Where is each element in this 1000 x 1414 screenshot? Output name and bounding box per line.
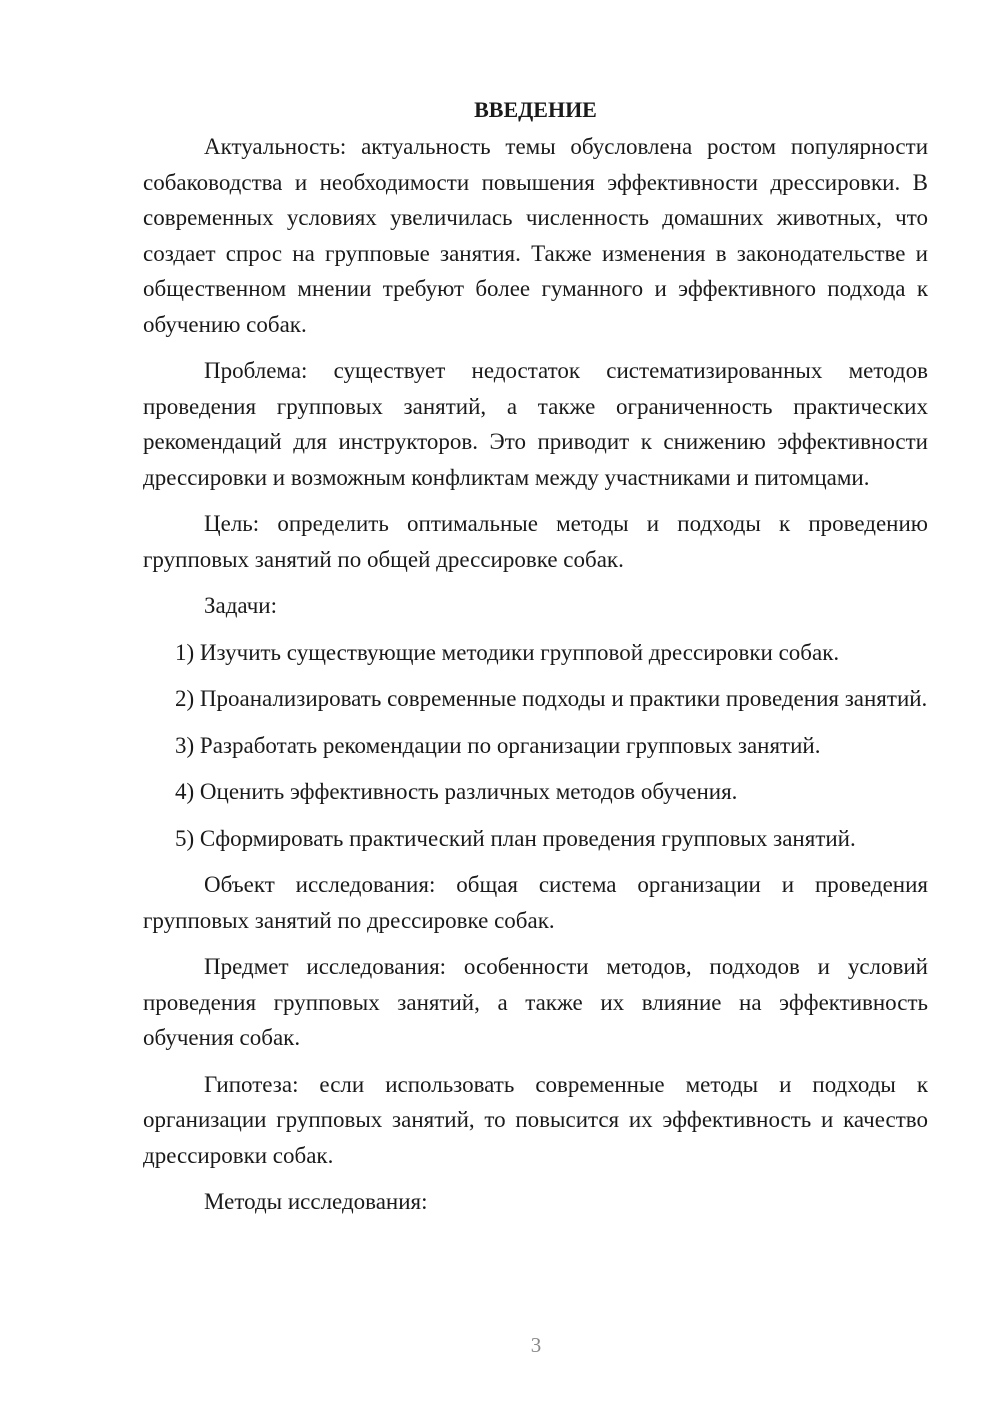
paragraph-methods-heading: Методы исследования:: [204, 1189, 428, 1214]
task-item-3: 3) Разработать рекомендации по организации групповых занятий.: [175, 732, 821, 758]
page-number: 3: [530, 1333, 542, 1357]
paragraph-goal: Цель: определить оптимальные методы и подходы к проведению групповых занятий по общей дрессировке собак.: [143, 511, 928, 572]
paragraph-tasks-heading: Задачи:: [204, 593, 277, 618]
paragraph-object: Объект исследования: общая система организации и проведения групповых занятий по дрессировке собак.: [143, 872, 928, 933]
task-item-5: 5) Сформировать практический план проведения групповых занятий.: [175, 825, 856, 851]
task-item-1: 1) Изучить существующие методики групповой дрессировки собак.: [175, 639, 840, 665]
paragraph-hypothesis: Гипотеза: если использовать современные методы и подходы к организации групповых занятий, то повысится их эффективность и качество дрессировки собак.: [143, 1071, 928, 1168]
task-item-4: 4) Оценить эффективность различных методов обучения.: [175, 779, 738, 804]
paragraph-problem: Проблема: существует недостаток систематизированных методов проведения групповых занятий, а также ограниченность практических рекомендаций для инструкторов. Это приводит к снижению эффективности дрессировки и возможным конфликтам между участниками и питомцами.: [143, 358, 928, 490]
task-item-2: 2) Проанализировать современные подходы и практики проведения занятий.: [175, 686, 928, 711]
page-body: [143, 92, 928, 1231]
paragraph-relevance: Актуальность: актуальность темы обусловлена ростом популярности собаководства и необходимости повышения эффективности дрессировки. В современных условиях увеличилась численность домашних животных, что создает спрос на групповые занятия. Также изменения в законодательстве и общественном мнении требуют более гуманного и эффективного подхода к обучению собак.: [143, 134, 928, 337]
paragraph-subject: Предмет исследования: особенности методов, подходов и условий проведения групповых занятий, а также их влияние на эффективность обучения собак.: [143, 954, 928, 1050]
page-title: ВВЕДЕНИЕ: [474, 97, 597, 122]
